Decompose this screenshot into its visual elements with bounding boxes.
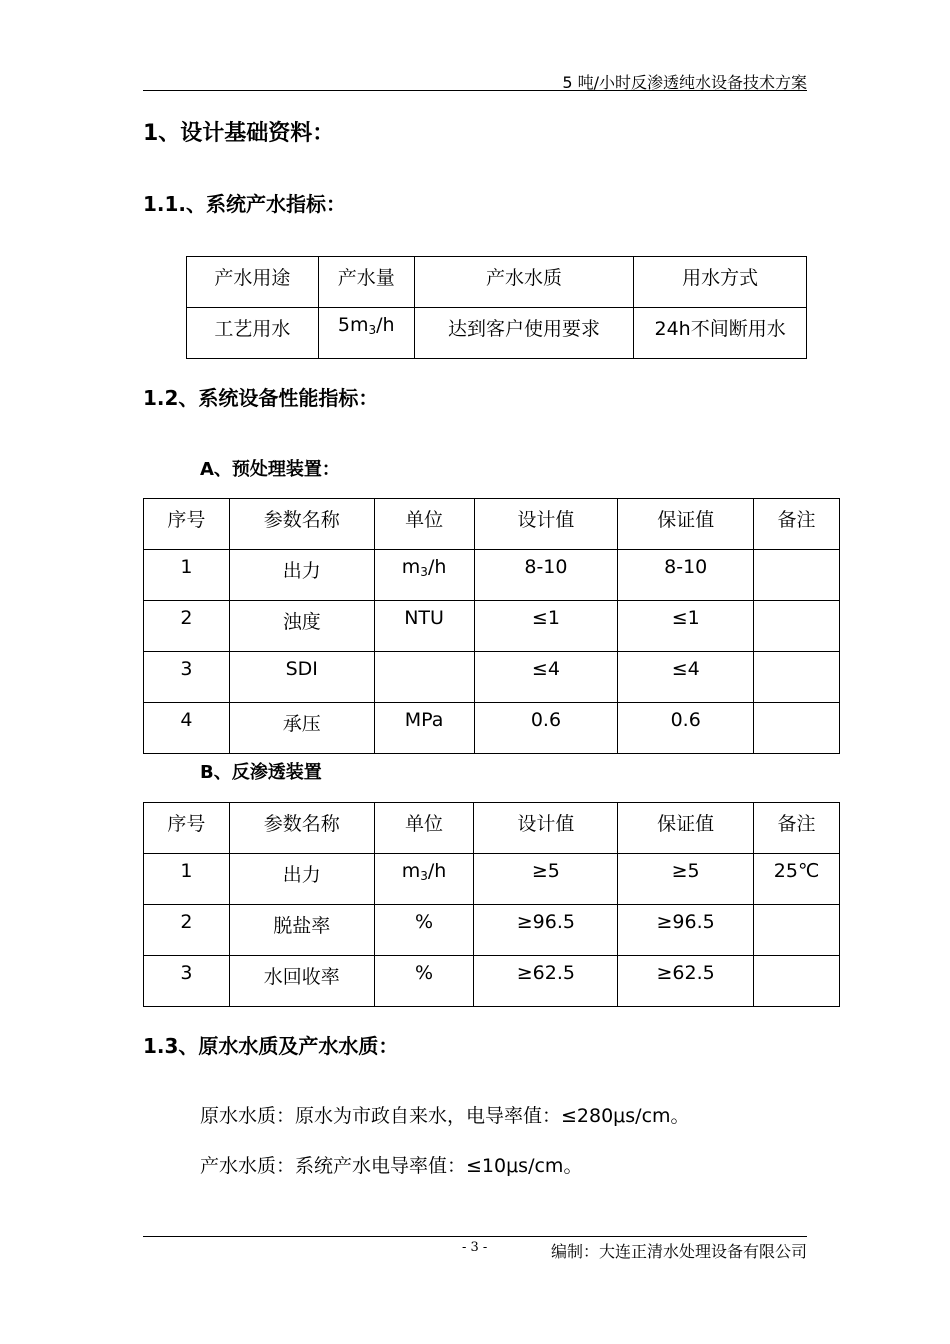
header-divider bbox=[143, 90, 807, 91]
reverse-osmosis-table bbox=[143, 802, 840, 1007]
table-cell: ≥96.5 bbox=[618, 905, 754, 956]
table-cell: 4 bbox=[144, 703, 230, 754]
table-header-cell: 产水水质 bbox=[414, 257, 634, 308]
table-cell: 承压 bbox=[229, 703, 374, 754]
table-cell: ≥62.5 bbox=[618, 956, 754, 1007]
table-cell: 3 bbox=[144, 956, 230, 1007]
table-cell: ≥62.5 bbox=[474, 956, 618, 1007]
table-cell bbox=[754, 905, 840, 956]
product-water-quality-text: 产水水质：系统产水电导率值：≤10μs/cm。 bbox=[200, 1155, 583, 1177]
table-row bbox=[144, 550, 840, 601]
table-cell: SDI bbox=[229, 652, 374, 703]
table-header-cell: 单位 bbox=[374, 803, 474, 854]
table-cell: 1 bbox=[144, 854, 230, 905]
table-cell: % bbox=[374, 905, 474, 956]
table-cell: 出力 bbox=[229, 854, 374, 905]
unit-text: 5m bbox=[337, 314, 369, 336]
table-cell: 0.6 bbox=[618, 703, 754, 754]
table-header-cell: 参数名称 bbox=[229, 499, 374, 550]
table-cell bbox=[318, 308, 414, 359]
footer-company: 编制：大连正清水处理设备有限公司 bbox=[550, 1242, 807, 1261]
table-cell: MPa bbox=[374, 703, 474, 754]
table-cell: 2 bbox=[144, 601, 230, 652]
page-number: - 3 - bbox=[462, 1240, 488, 1255]
table-cell: 8-10 bbox=[618, 550, 754, 601]
table-row bbox=[144, 854, 840, 905]
table-header-cell: 设计值 bbox=[474, 499, 618, 550]
table-cell bbox=[374, 550, 474, 601]
table-cell: ≥5 bbox=[618, 854, 754, 905]
table-cell: 达到客户使用要求 bbox=[414, 308, 634, 359]
unit-text: /h bbox=[427, 860, 447, 882]
table-header-cell: 备注 bbox=[754, 803, 840, 854]
footer-divider bbox=[143, 1236, 807, 1237]
table-cell: 3 bbox=[144, 652, 230, 703]
table-cell: 8-10 bbox=[474, 550, 618, 601]
raw-water-quality-text: 原水水质：原水为市政自来水，电导率值：≤280μs/cm。 bbox=[200, 1105, 690, 1127]
table-cell: 0.6 bbox=[474, 703, 618, 754]
unit-subscript: 3 bbox=[368, 323, 377, 337]
section-1-2-heading: 1.2、系统设备性能指标： bbox=[143, 386, 379, 410]
table-cell: ≤1 bbox=[474, 601, 618, 652]
unit-subscript: 3 bbox=[420, 869, 428, 883]
table-cell: 工艺用水 bbox=[187, 308, 319, 359]
unit-text: /h bbox=[376, 314, 395, 336]
unit-text: m bbox=[401, 556, 421, 578]
table-header-row bbox=[187, 257, 807, 308]
document-header-title: 5 吨/小时反渗透纯水设备技术方案 bbox=[562, 73, 807, 92]
table-header-cell: 产水量 bbox=[318, 257, 414, 308]
table-header-cell: 参数名称 bbox=[229, 803, 374, 854]
table-cell: 浊度 bbox=[229, 601, 374, 652]
table-header-cell: 序号 bbox=[144, 499, 230, 550]
table-header-cell: 产水用途 bbox=[187, 257, 319, 308]
table-header-row bbox=[144, 803, 840, 854]
table-row bbox=[144, 652, 840, 703]
table-cell bbox=[754, 550, 840, 601]
table-header-cell: 备注 bbox=[754, 499, 840, 550]
subsection-a-heading: A、预处理装置： bbox=[200, 459, 340, 480]
table-header-cell: 用水方式 bbox=[634, 257, 807, 308]
table-cell: 1 bbox=[144, 550, 230, 601]
unit-text: /h bbox=[427, 556, 447, 578]
table-cell bbox=[374, 854, 474, 905]
table-cell: ≤4 bbox=[474, 652, 618, 703]
table-row bbox=[144, 956, 840, 1007]
section-1-3-heading: 1.3、原水水质及产水水质： bbox=[143, 1034, 399, 1058]
section-1-heading: 1、设计基础资料： bbox=[143, 121, 335, 146]
table-cell: 水回收率 bbox=[229, 956, 374, 1007]
table-cell: ≥96.5 bbox=[474, 905, 618, 956]
unit-text: m bbox=[401, 860, 421, 882]
pretreatment-table bbox=[143, 498, 840, 754]
table-header-cell: 单位 bbox=[374, 499, 474, 550]
table-cell: ≥5 bbox=[474, 854, 618, 905]
table-cell: 脱盐率 bbox=[229, 905, 374, 956]
table-row bbox=[144, 601, 840, 652]
table-cell bbox=[754, 703, 840, 754]
table-cell: 24h不间断用水 bbox=[634, 308, 807, 359]
table-cell: 出力 bbox=[229, 550, 374, 601]
table-cell: NTU bbox=[374, 601, 474, 652]
table-cell: 25℃ bbox=[754, 854, 840, 905]
table-header-cell: 设计值 bbox=[474, 803, 618, 854]
table-cell: ≤4 bbox=[618, 652, 754, 703]
table-row bbox=[144, 905, 840, 956]
table-cell bbox=[754, 956, 840, 1007]
output-indicator-table bbox=[186, 256, 807, 359]
table-cell: ≤1 bbox=[618, 601, 754, 652]
table-row bbox=[187, 308, 807, 359]
table-cell bbox=[754, 652, 840, 703]
table-cell bbox=[754, 601, 840, 652]
table-row bbox=[144, 703, 840, 754]
table-header-cell: 保证值 bbox=[618, 499, 754, 550]
table-cell: 2 bbox=[144, 905, 230, 956]
table-cell bbox=[374, 652, 474, 703]
table-cell: % bbox=[374, 956, 474, 1007]
table-header-cell: 序号 bbox=[144, 803, 230, 854]
table-header-cell: 保证值 bbox=[618, 803, 754, 854]
subsection-b-heading: B、反渗透装置 bbox=[200, 762, 322, 783]
section-1-1-heading: 1.1.、系统产水指标： bbox=[143, 192, 347, 216]
table-header-row bbox=[144, 499, 840, 550]
unit-subscript: 3 bbox=[420, 565, 428, 579]
